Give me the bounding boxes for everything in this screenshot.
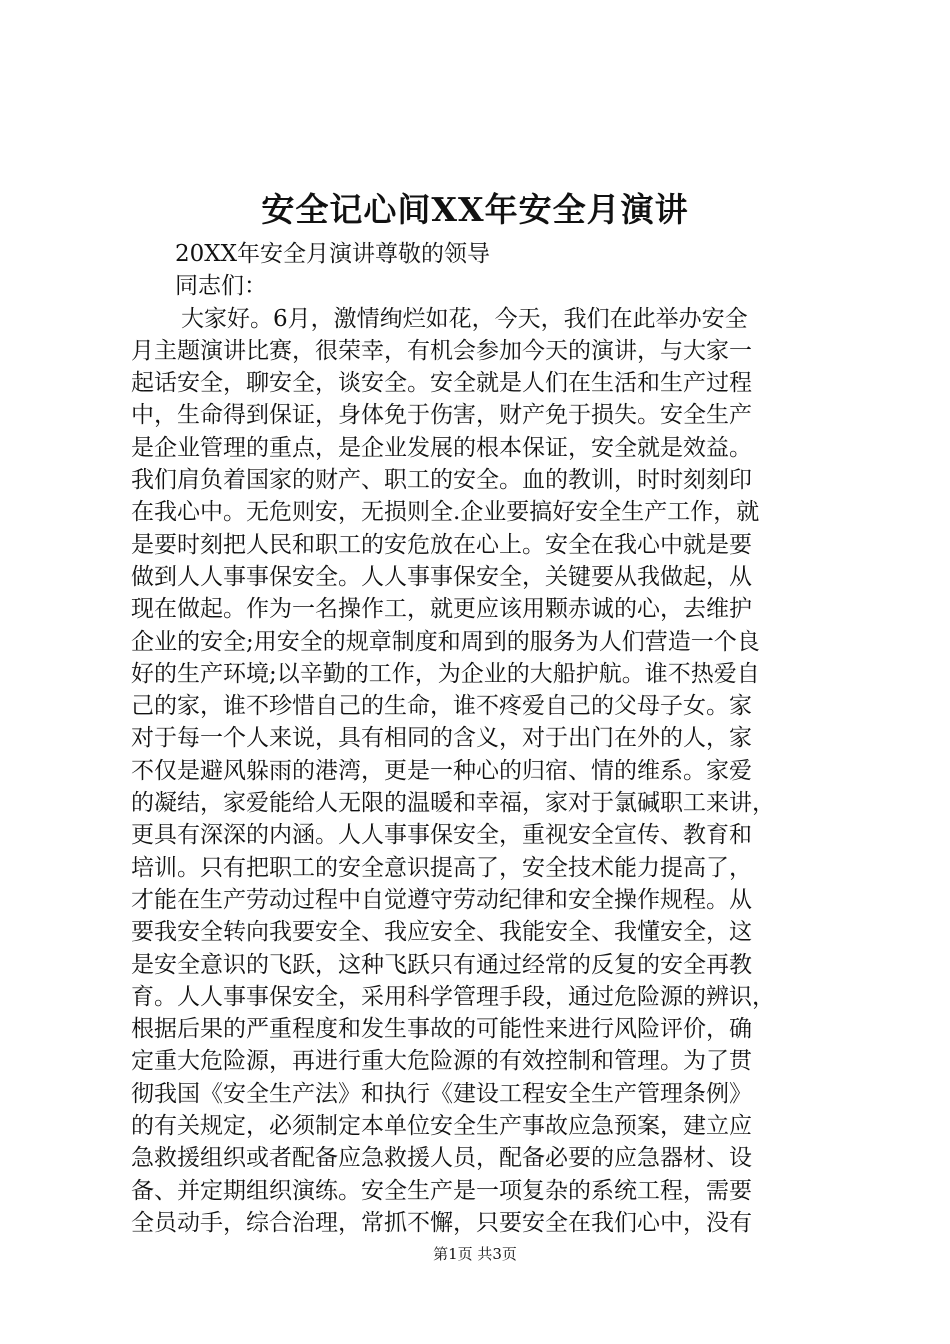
body-line: 彻我国《安全生产法》和执行《建设工程安全生产管理条例》	[131, 1080, 752, 1107]
body-line: 在我心中。无危则安，无损则全.企业要搞好安全生产工作，就	[131, 499, 760, 526]
body-line: 是要时刻把人民和职工的安危放在心上。安全在我心中就是要	[131, 531, 752, 558]
body-line: 全员动手，综合治理，常抓不懈，只要安全在我们心中，没有	[131, 1209, 752, 1236]
body-line: 更具有深深的内涵。人人事事保安全，重视安全宣传、教育和	[131, 822, 752, 849]
body-line: 备、并定期组织演练。安全生产是一项复杂的系统工程，需要	[131, 1177, 752, 1204]
body-line: 是企业管理的重点，是企业发展的根本保证，安全就是效益。	[131, 434, 752, 461]
body-line: 要我安全转向我要安全、我应安全、我能安全、我懂安全，这	[131, 919, 752, 946]
body-line: 20XX年安全月演讲尊敬的领导	[175, 241, 491, 267]
body-line: 培训。只有把职工的安全意识提高了，安全技术能力提高了，	[131, 854, 752, 881]
document-body	[131, 238, 831, 1239]
body-line: 中，生命得到保证，身体免于伤害，财产免于损失。安全生产	[131, 402, 752, 429]
body-line: 不仅是避风躲雨的港湾，更是一种心的归宿、情的维系。家爱	[131, 757, 752, 784]
body-line: 定重大危险源，再进行重大危险源的有效控制和管理。为了贯	[131, 1048, 752, 1075]
body-line: 的有关规定，必须制定本单位安全生产事故应急预案，建立应	[131, 1113, 752, 1140]
body-line: 月主题演讲比赛，很荣幸，有机会参加今天的演讲，与大家一	[131, 337, 752, 364]
body-line: 育。人人事事保安全，采用科学管理手段，通过危险源的辨识，	[131, 983, 775, 1010]
body-line: 同志们：	[175, 273, 267, 300]
body-line: 大家好。6月，激情绚烂如花，今天，我们在此举办安全	[181, 305, 748, 332]
body-line: 做到人人事事保安全。人人事事保安全，关键要从我做起，从	[131, 563, 752, 590]
body-line: 企业的安全;用安全的规章制度和周到的服务为人们营造一个良	[131, 628, 760, 655]
body-line: 现在做起。作为一名操作工，就更应该用颗赤诚的心，去维护	[131, 596, 752, 623]
body-line: 根据后果的严重程度和发生事故的可能性来进行风险评价，确	[131, 1016, 752, 1043]
body-line: 我们肩负着国家的财产、职工的安全。血的教训，时时刻刻印	[131, 467, 752, 494]
body-line: 是安全意识的飞跃，这种飞跃只有通过经常的反复的安全再教	[131, 951, 752, 978]
body-line: 好的生产环境;以辛勤的工作，为企业的大船护航。谁不热爱自	[131, 660, 760, 687]
body-line: 己的家，谁不珍惜自己的生命，谁不疼爱自己的父母子女。家	[131, 693, 752, 720]
body-line: 急救援组织或者配备应急救援人员，配备必要的应急器材、设	[131, 1145, 752, 1172]
body-line: 对于每一个人来说，具有相同的含义，对于出门在外的人，家	[131, 725, 752, 752]
body-line: 才能在生产劳动过程中自觉遵守劳动纪律和安全操作规程。从	[131, 886, 752, 913]
document-title: 安全记心间XX年安全月演讲	[261, 190, 689, 229]
body-line: 起话安全，聊安全，谈安全。安全就是人们在生活和生产过程	[131, 370, 752, 397]
body-line: 的凝结，家爱能给人无限的温暖和幸福，家对于氯碱职工来讲，	[131, 790, 775, 817]
page-footer: 第1页 共3页	[433, 1245, 517, 1263]
